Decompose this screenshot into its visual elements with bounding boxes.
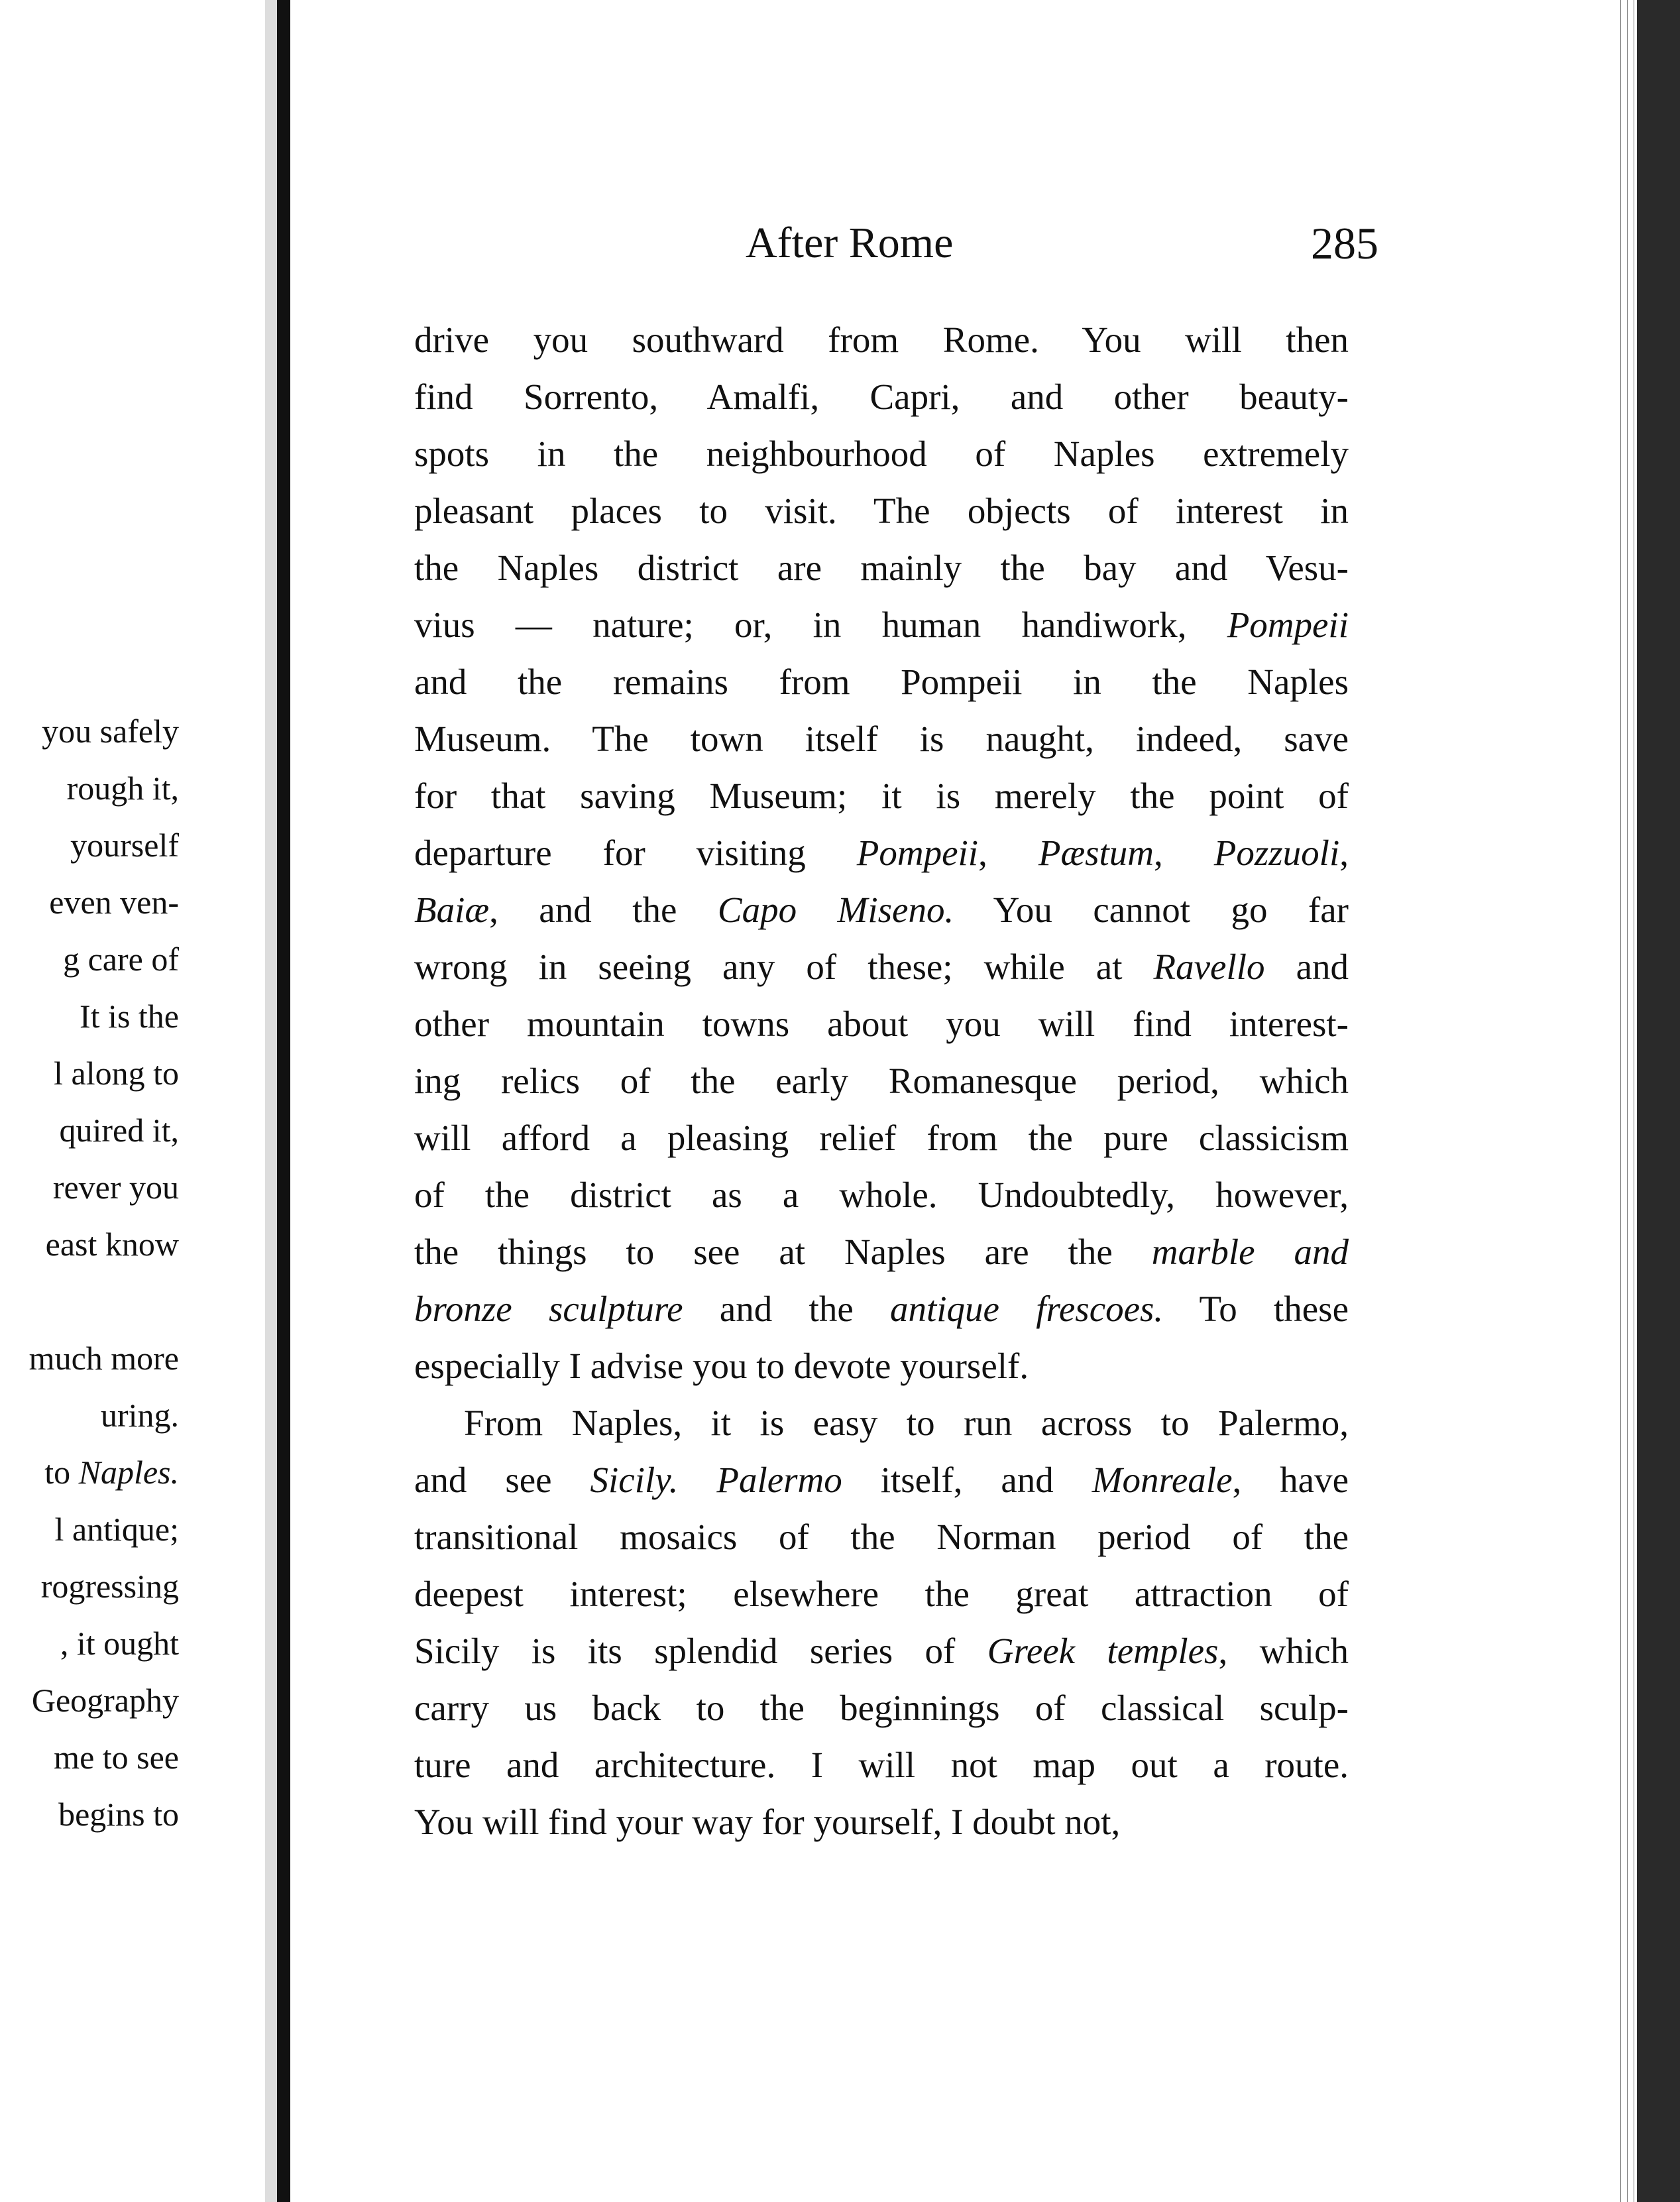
facing-page-fragment: uring.: [100, 1397, 179, 1434]
italic-segment: Pæstum: [1038, 833, 1154, 873]
page-edges: [1617, 0, 1637, 2202]
text-segment: You cannot go far: [954, 890, 1349, 930]
text-line: [414, 768, 1349, 825]
text-line: [414, 939, 1349, 996]
italic-segment: marble and: [1151, 1232, 1349, 1272]
text-segment: wrong in seeing any of these; while at: [414, 947, 1154, 987]
text-segment: From Naples, it is easy to run across to Palermo,: [464, 1403, 1349, 1443]
facing-page-fragment: , it ought: [60, 1625, 179, 1662]
text-line: [414, 1167, 1349, 1224]
text-line: [414, 1110, 1349, 1167]
text-segment: , have: [1232, 1460, 1349, 1500]
text-segment: carry us back to the beginnings of classical sculp-: [414, 1688, 1349, 1728]
text-segment: and: [1264, 947, 1349, 987]
text-segment: find Sorrento, Amalfi, Capri, and other beauty-: [414, 377, 1349, 417]
text-segment: itself, and: [842, 1460, 1092, 1500]
text-segment: transitional mosaics of the Norman period of the: [414, 1517, 1349, 1557]
facing-page-fragment: rogressing: [40, 1568, 179, 1605]
text-segment: ,: [1154, 833, 1214, 873]
facing-page-fragment: l along to: [54, 1055, 179, 1092]
facing-page-fragment: Geography: [31, 1682, 179, 1719]
italic-segment: Palermo: [716, 1460, 842, 1500]
page-number: 285: [1311, 218, 1378, 268]
text-segment: for that saving Museum; it is merely the point of: [414, 776, 1349, 816]
facing-page-fragment: you safely: [42, 713, 179, 750]
text-line: [414, 996, 1349, 1053]
text-segment: Museum. The town itself is naught, indeed, save: [414, 719, 1349, 759]
text-line: [414, 1509, 1349, 1566]
text-segment: will afford a pleasing relief from the pure classicism: [414, 1118, 1349, 1158]
italic-segment: Baiæ: [414, 890, 490, 930]
facing-page-fragment: rever you: [52, 1169, 179, 1206]
text-segment: pleasant places to visit. The objects of interest in: [414, 491, 1349, 531]
text-line: [414, 654, 1349, 711]
text-segment: and see: [414, 1460, 590, 1500]
text-line: [414, 825, 1349, 882]
italic-segment: bronze sculpture: [414, 1289, 683, 1329]
text-segment: spots in the neighbourhood of Naples extremely: [414, 434, 1349, 474]
italic-segment: Monreale: [1092, 1460, 1233, 1500]
facing-page-fragment: me to see: [54, 1739, 179, 1776]
text-line: [414, 1395, 1349, 1452]
italic-segment: Pompeii: [1227, 605, 1349, 645]
facing-page-fragment: begins to: [58, 1796, 179, 1833]
text-segment: especially I advise you to devote yourself.: [414, 1346, 1029, 1386]
facing-page-fragment: rough it,: [66, 770, 179, 807]
text-line: [414, 882, 1349, 939]
facing-page-fragment: east know: [45, 1226, 179, 1263]
page-body-text: [414, 312, 1349, 1851]
text-segment: the Naples district are mainly the bay and Vesu-: [414, 548, 1349, 588]
text-segment: the things to see at Naples are the: [414, 1232, 1152, 1272]
facing-page-fragment: quired it,: [59, 1112, 179, 1149]
gutter-shadow: [265, 0, 277, 2202]
text-line: [414, 1281, 1349, 1338]
text-segment: [678, 1460, 716, 1500]
text-line: [414, 1623, 1349, 1680]
facing-page-fragment: It is the: [80, 998, 179, 1035]
text-line: [414, 1566, 1349, 1623]
text-line: [414, 483, 1349, 540]
facing-page-fragment: much more: [28, 1340, 179, 1377]
text-segment: Sicily is its splendid series of: [414, 1631, 987, 1671]
italic-segment: Pompeii: [856, 833, 979, 873]
text-segment: other mountain towns about you will find interest-: [414, 1004, 1349, 1044]
text-line: [414, 369, 1349, 426]
facing-page-left: [0, 0, 265, 2202]
text-line: [414, 312, 1349, 369]
italic-segment: Ravello: [1153, 947, 1265, 987]
facing-page-fragment: to Naples.: [44, 1454, 179, 1491]
text-segment: ,: [1339, 833, 1349, 873]
text-segment: and the remains from Pompeii in the Naples: [414, 662, 1349, 702]
text-line: [414, 1737, 1349, 1794]
text-line: [414, 1680, 1349, 1737]
text-segment: deepest interest; elsewhere the great attraction of: [414, 1574, 1349, 1614]
text-segment: vius — nature; or, in human handiwork,: [414, 605, 1227, 645]
text-line: [414, 711, 1349, 768]
text-line: [414, 597, 1349, 654]
italic-segment: Pozzuoli: [1213, 833, 1340, 873]
text-segment: ing relics of the early Romanesque period, which: [414, 1061, 1349, 1101]
text-segment: To these: [1163, 1289, 1349, 1329]
text-line: [414, 426, 1349, 483]
running-head: After Rome: [746, 219, 954, 267]
italic-segment: antique frescoes.: [890, 1289, 1164, 1329]
text-line: [414, 1224, 1349, 1281]
italic-segment: Sicily.: [590, 1460, 679, 1500]
italic-segment: Capo Miseno.: [717, 890, 954, 930]
facing-page-fragment: g care of: [63, 941, 179, 978]
text-segment: ture and architecture. I will not map out a route.: [414, 1745, 1349, 1785]
text-segment: of the district as a whole. Undoubtedly, however,: [414, 1175, 1349, 1215]
facing-page-fragment: l antique;: [54, 1511, 179, 1548]
text-segment: , which: [1218, 1631, 1349, 1671]
text-line: [414, 1794, 1349, 1851]
text-line: [414, 1452, 1349, 1509]
text-segment: drive you southward from Rome. You will then: [414, 319, 1349, 360]
facing-page-fragment: even ven-: [49, 884, 179, 921]
text-segment: departure for visiting: [414, 833, 857, 873]
text-line: [414, 540, 1349, 597]
facing-page-fragment: yourself: [70, 827, 179, 864]
book-edge-shadow: [1637, 0, 1680, 2202]
text-line: [414, 1053, 1349, 1110]
book-binding: [277, 0, 290, 2202]
italic-segment: Greek temples: [987, 1631, 1219, 1671]
text-segment: ,: [978, 833, 1038, 873]
text-segment: and the: [683, 1289, 890, 1329]
text-line: [414, 1338, 1349, 1395]
text-segment: You will find your way for yourself, I doubt not,: [414, 1802, 1121, 1842]
text-segment: , and the: [489, 890, 718, 930]
